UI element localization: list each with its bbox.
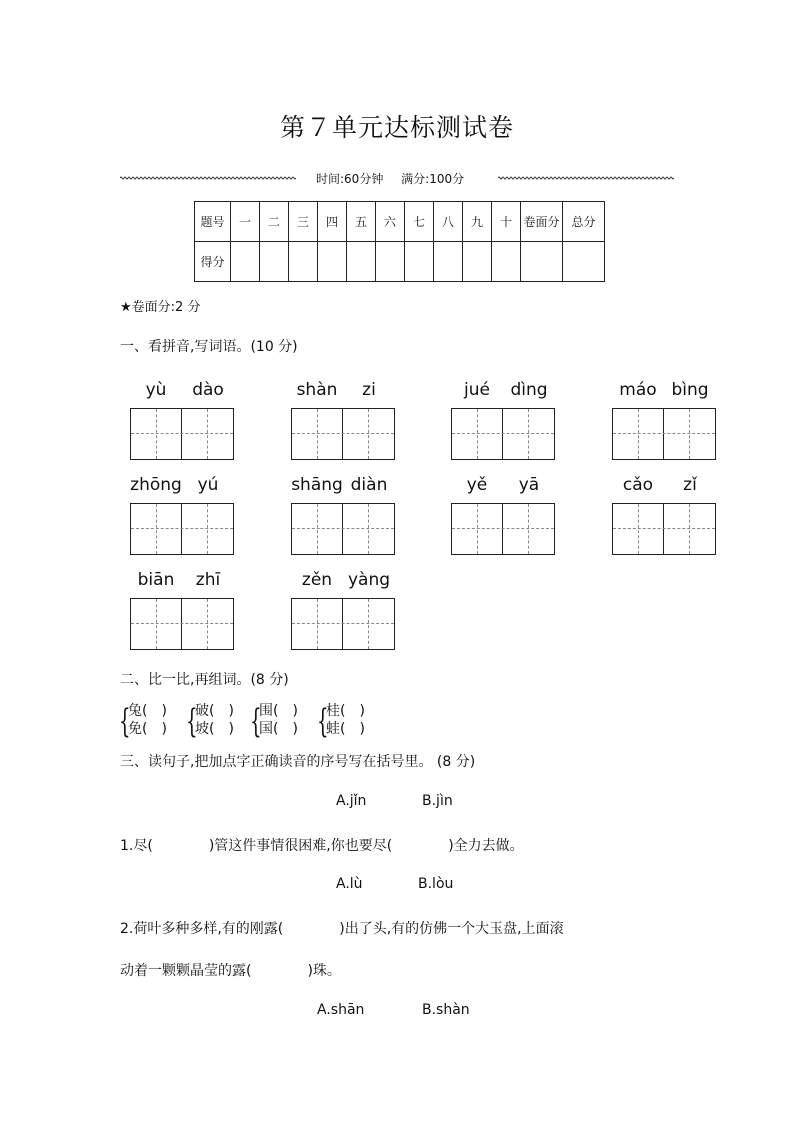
compare-char-a: 兔( ) xyxy=(128,703,167,719)
pinyin-syllable: dào xyxy=(192,380,224,400)
cell-neatness: 卷面分 xyxy=(521,202,563,242)
grid-guide xyxy=(689,409,690,459)
writing-grid[interactable] xyxy=(612,408,716,460)
compare-char-a: 围( ) xyxy=(259,703,298,719)
grid-divider xyxy=(663,504,664,554)
grid-divider xyxy=(502,504,503,554)
pinyin-row xyxy=(612,475,716,499)
cell-q9: 九 xyxy=(463,202,492,242)
grid-divider xyxy=(502,409,503,459)
score-table xyxy=(194,201,605,282)
writing-grid[interactable] xyxy=(291,503,395,555)
pinyin-syllable: jué xyxy=(464,380,490,400)
pinyin-item xyxy=(130,570,234,594)
writing-grid[interactable] xyxy=(612,503,716,555)
pinyin-syllable: shàn xyxy=(296,380,338,400)
grid-guide xyxy=(131,528,233,529)
pinyin-row xyxy=(130,475,234,499)
pinyin-syllable: zǐ xyxy=(683,475,697,495)
grid-guide xyxy=(292,623,394,624)
cell-q8: 八 xyxy=(434,202,463,242)
grid-divider xyxy=(663,409,664,459)
pinyin-syllable: dìng xyxy=(510,380,548,400)
grid-guide xyxy=(638,504,639,554)
grid-divider xyxy=(342,409,343,459)
exam-time: 时间:60分钟 xyxy=(316,172,384,186)
writing-grid[interactable] xyxy=(130,408,234,460)
pinyin-item xyxy=(612,475,716,499)
writing-grid[interactable] xyxy=(291,408,395,460)
compare-char-a: 破( ) xyxy=(195,703,234,719)
cell-q6: 六 xyxy=(376,202,405,242)
grid-guide xyxy=(292,433,394,434)
grid-guide xyxy=(156,504,157,554)
pinyin-row xyxy=(451,380,555,404)
pinyin-item xyxy=(451,475,555,499)
pinyin-row xyxy=(130,570,234,594)
compare-char-a: 桂( ) xyxy=(326,703,365,719)
grid-guide xyxy=(638,409,639,459)
section3-heading: 三、读句子,把加点字正确读音的序号写在括号里。 (8 分) xyxy=(120,754,476,770)
score-input-cell[interactable] xyxy=(434,242,463,282)
grid-guide xyxy=(156,599,157,649)
grid-guide xyxy=(613,433,715,434)
pinyin-item xyxy=(291,570,395,594)
neatness-note: ★卷面分:2 分 xyxy=(120,300,201,315)
q1-option-a: A.jǐn xyxy=(336,793,367,809)
pinyin-row xyxy=(291,570,395,594)
grid-guide xyxy=(613,528,715,529)
writing-grid[interactable] xyxy=(130,598,234,650)
compare-char-b: 蛙( ) xyxy=(326,721,365,737)
grid-guide xyxy=(131,433,233,434)
q3-option-a: A.shān xyxy=(317,1002,365,1018)
pinyin-item xyxy=(291,475,395,499)
cell-q3: 三 xyxy=(289,202,318,242)
grid-guide xyxy=(207,599,208,649)
grid-guide xyxy=(452,528,554,529)
brace-icon: { xyxy=(317,701,329,740)
score-input-cell[interactable] xyxy=(563,242,605,282)
pinyin-row xyxy=(291,380,395,404)
wavy-divider-right xyxy=(498,176,674,180)
pinyin-syllable: zěn xyxy=(301,570,333,590)
cell-q1: 一 xyxy=(231,202,260,242)
q3-option-b: B.shàn xyxy=(422,1002,470,1018)
pinyin-syllable: yú xyxy=(197,475,219,495)
score-input-cell[interactable] xyxy=(347,242,376,282)
pinyin-item xyxy=(451,380,555,404)
pinyin-syllable: yàng xyxy=(347,570,391,590)
writing-grid[interactable] xyxy=(130,503,234,555)
wavy-divider-left xyxy=(120,176,296,180)
grid-guide xyxy=(317,409,318,459)
grid-divider xyxy=(181,504,182,554)
writing-grid[interactable] xyxy=(451,408,555,460)
grid-guide xyxy=(689,504,690,554)
section1-heading: 一、看拼音,写词语。(10 分) xyxy=(120,339,298,355)
grid-guide xyxy=(528,409,529,459)
grid-guide xyxy=(368,599,369,649)
cell-label-question: 题号 xyxy=(195,202,231,242)
cell-q2: 二 xyxy=(260,202,289,242)
question-1: 1.尽( )管这件事情很困难,你也要尽( )全力去做。 xyxy=(120,838,524,854)
question-2-line1: 2.荷叶多种多样,有的刚露( )出了头,有的仿佛一个大玉盘,上面滚 xyxy=(120,921,564,937)
score-input-cell[interactable] xyxy=(492,242,521,282)
q2-option-b: B.lòu xyxy=(418,876,454,892)
writing-grid[interactable] xyxy=(451,503,555,555)
brace-icon: { xyxy=(119,701,131,740)
pinyin-item xyxy=(291,380,395,404)
grid-guide xyxy=(368,504,369,554)
page-title: 第７单元达标测试卷 xyxy=(279,113,514,142)
grid-guide xyxy=(452,433,554,434)
full-score: 满分:100分 xyxy=(401,172,465,186)
pinyin-row xyxy=(291,475,395,499)
exam-time-info xyxy=(316,170,478,187)
pinyin-syllable: zi xyxy=(362,380,376,400)
pinyin-syllable: yù xyxy=(145,380,167,400)
score-input-cell[interactable] xyxy=(405,242,434,282)
writing-grid[interactable] xyxy=(291,598,395,650)
grid-divider xyxy=(342,599,343,649)
grid-guide xyxy=(528,504,529,554)
pinyin-item xyxy=(612,380,716,404)
pinyin-syllable: diàn xyxy=(350,475,388,495)
score-input-cell[interactable] xyxy=(260,242,289,282)
grid-divider xyxy=(181,409,182,459)
grid-guide xyxy=(317,504,318,554)
section2-heading: 二、比一比,再组词。(8 分) xyxy=(120,672,289,688)
pinyin-syllable: zhī xyxy=(195,570,221,590)
pinyin-row xyxy=(612,380,716,404)
cell-q5: 五 xyxy=(347,202,376,242)
compare-char-b: 国( ) xyxy=(259,721,298,737)
pinyin-syllable: máo xyxy=(619,380,657,400)
grid-guide xyxy=(317,599,318,649)
grid-divider xyxy=(342,504,343,554)
grid-guide xyxy=(477,409,478,459)
cell-total: 总分 xyxy=(563,202,605,242)
grid-guide xyxy=(207,504,208,554)
score-input-cell[interactable] xyxy=(376,242,405,282)
pinyin-syllable: zhōng xyxy=(130,475,182,495)
cell-q7: 七 xyxy=(405,202,434,242)
compare-char-b: 免( ) xyxy=(128,721,167,737)
grid-guide xyxy=(292,528,394,529)
pinyin-syllable: biān xyxy=(137,570,175,590)
cell-q4: 四 xyxy=(318,202,347,242)
pinyin-syllable: bìng xyxy=(671,380,709,400)
score-input-cell[interactable] xyxy=(521,242,563,282)
score-input-cell[interactable] xyxy=(463,242,492,282)
grid-divider xyxy=(181,599,182,649)
brace-icon: { xyxy=(250,701,262,740)
pinyin-row xyxy=(130,380,234,404)
pinyin-syllable: shāng xyxy=(291,475,343,495)
grid-guide xyxy=(368,409,369,459)
pinyin-syllable: yā xyxy=(518,475,540,495)
cell-q10: 十 xyxy=(492,202,521,242)
score-input-cell[interactable] xyxy=(289,242,318,282)
compare-char-b: 坡( ) xyxy=(195,721,234,737)
pinyin-syllable: yě xyxy=(466,475,488,495)
cell-label-score: 得分 xyxy=(195,242,231,282)
grid-guide xyxy=(156,409,157,459)
pinyin-item xyxy=(130,475,234,499)
brace-icon: { xyxy=(186,701,198,740)
pinyin-syllable: cǎo xyxy=(622,475,654,495)
score-input-cell[interactable] xyxy=(318,242,347,282)
grid-guide xyxy=(207,409,208,459)
score-input-cell[interactable] xyxy=(231,242,260,282)
grid-guide xyxy=(131,623,233,624)
score-table-score-row xyxy=(195,242,605,282)
question-2-line2: 动着一颗颗晶莹的露( )珠。 xyxy=(120,963,341,979)
score-table-header-row xyxy=(195,202,605,242)
q1-option-b: B.jìn xyxy=(422,793,453,809)
q2-option-a: A.lù xyxy=(336,876,363,892)
pinyin-item xyxy=(130,380,234,404)
grid-guide xyxy=(477,504,478,554)
pinyin-row xyxy=(451,475,555,499)
